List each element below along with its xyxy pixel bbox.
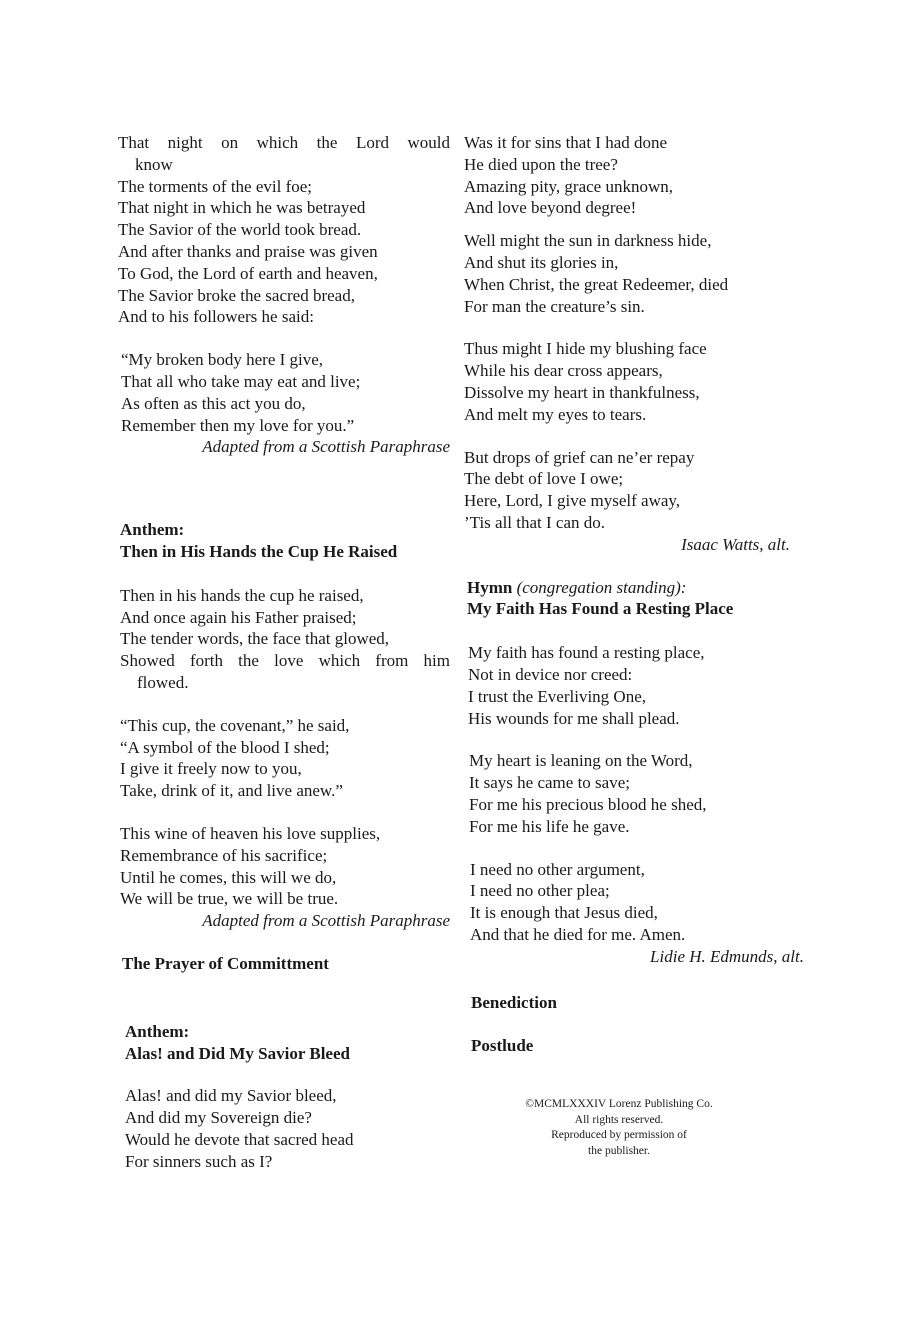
verse-line: Take, drink of it, and live anew.” — [120, 781, 343, 801]
copyright-line: the publisher. — [588, 1144, 650, 1157]
verse-line: We will be true, we will be true. — [120, 889, 339, 909]
right-column — [464, 132, 804, 1159]
anthem-2-heading — [118, 1021, 450, 1065]
watts-stanza-2 — [464, 230, 800, 317]
verse-line: And melt my eyes to tears. — [464, 404, 647, 424]
hymn-stanza-1 — [464, 642, 800, 729]
word: Showed — [120, 651, 175, 671]
verse-line: And did my Sovereign die? — [125, 1108, 312, 1128]
verse-line: Remembrance of his sacrifice; — [120, 845, 328, 865]
verse-line: The torments of the evil foe; — [118, 176, 313, 196]
verse-line: I need no other argument, — [470, 859, 645, 879]
attribution: Lidie H. Edmunds, alt. — [650, 946, 804, 966]
verse-line: The debt of love I owe; — [464, 469, 624, 489]
prayer-heading: The Prayer of Committment — [122, 953, 329, 973]
anthem-title: Alas! and Did My Savior Bleed — [125, 1043, 350, 1063]
verse-line: “A symbol of the blood I shed; — [120, 737, 330, 757]
verse-line: His wounds for me shall plead. — [468, 708, 680, 728]
justified-line — [120, 650, 450, 672]
hymn-label: Hymn — [467, 577, 513, 597]
verse-line: Until he comes, this will we do, — [120, 867, 337, 887]
verse-line: That all who take may eat and live; — [121, 371, 361, 391]
attribution: Isaac Watts, alt. — [681, 534, 790, 554]
benediction-heading: Benediction — [471, 992, 557, 1012]
copyright-line: All rights reserved. — [574, 1113, 664, 1126]
verse-line: My faith has found a resting place, — [468, 643, 705, 663]
attribution: Adapted from a Scottish Paraphrase — [202, 911, 450, 931]
word: forth — [189, 651, 223, 671]
verse-line: For sinners such as I? — [125, 1151, 273, 1171]
verse-line: For me his precious blood he shed, — [469, 794, 707, 814]
verse-line: While his dear cross appears, — [464, 361, 663, 381]
verse-line: And to his followers he said: — [118, 307, 314, 327]
verse-line: Thus might I hide my blushing face — [464, 339, 707, 359]
copyright-line: Reproduced by permission of — [551, 1129, 687, 1142]
anthem-1-heading — [118, 519, 450, 563]
hymn-stanza-3 — [464, 859, 804, 968]
word: Lord — [355, 133, 389, 152]
scottish-stanza-1 — [118, 132, 450, 328]
verse-line: This wine of heaven his love supplies, — [120, 823, 381, 843]
verse-line: know — [135, 154, 173, 174]
word: from — [375, 651, 409, 671]
verse-line: Was it for sins that I had done — [464, 133, 668, 152]
verse-line: The tender words, the face that glowed, — [120, 629, 390, 649]
verse-line: Here, Lord, I give myself away, — [464, 491, 681, 511]
word: the — [238, 651, 259, 671]
hymn-title: My Faith Has Found a Resting Place — [467, 599, 734, 619]
verse-line: For me his life he gave. — [469, 816, 630, 836]
word: him — [423, 651, 450, 671]
verse-line: Alas! and did my Savior bleed, — [125, 1086, 337, 1106]
verse-line: And once again his Father praised; — [120, 607, 357, 627]
anthem-title: Then in His Hands the Cup He Raised — [120, 541, 398, 561]
verse-line: For man the creature’s sin. — [464, 296, 645, 316]
verse-line: I need no other plea; — [470, 881, 610, 901]
verse-line: I give it freely now to you, — [120, 759, 302, 779]
word: which — [318, 651, 361, 671]
anthem-label: Anthem: — [120, 520, 185, 540]
verse-line: I trust the Everliving One, — [468, 686, 646, 706]
verse-line: ’Tis all that I can do. — [464, 512, 606, 532]
anthem-1-stanza-1 — [118, 585, 450, 694]
verse-line: The Savior of the world took bread. — [118, 220, 362, 240]
verse-line: Would he devote that sacred head — [125, 1129, 354, 1149]
verse-line: That night in which he was betrayed — [118, 198, 366, 218]
anthem-label: Anthem: — [125, 1021, 190, 1041]
word: love — [274, 651, 304, 671]
anthem-1-stanza-2 — [118, 715, 450, 802]
watts-stanza-1 — [464, 132, 800, 219]
verse-line: He died upon the tree? — [464, 154, 618, 174]
attribution: Adapted from a Scottish Paraphrase — [202, 437, 450, 457]
hymn-note: (congregation standing): — [516, 577, 687, 597]
verse-line: Amazing pity, grace unknown, — [464, 176, 673, 196]
verse-line: “This cup, the covenant,” he said, — [120, 715, 350, 735]
hymn-label-line — [467, 577, 800, 599]
word: the — [316, 133, 338, 152]
verse-line: But drops of grief can ne’er repay — [464, 447, 695, 467]
anthem-2-stanza-1 — [118, 1085, 450, 1172]
verse-line: Dissolve my heart in thankfulness, — [464, 382, 700, 402]
verse-line: It says he came to save; — [469, 773, 630, 793]
verse-line: When Christ, the great Redeemer, died — [464, 274, 729, 294]
verse-line: As often as this act you do, — [121, 393, 306, 413]
word: would — [407, 133, 450, 152]
word: on — [221, 133, 239, 152]
scottish-stanza-2 — [118, 349, 450, 458]
word: night — [167, 133, 203, 152]
verse-line: flowed. — [137, 672, 189, 692]
watts-stanza-4 — [464, 447, 800, 556]
verse-line: To God, the Lord of earth and heaven, — [118, 263, 378, 283]
postlude-heading: Postlude — [471, 1036, 534, 1056]
word: which — [256, 133, 299, 152]
copyright-notice — [464, 1097, 774, 1159]
verse-line: Remember then my love for you.” — [121, 415, 355, 435]
verse-line: It is enough that Jesus died, — [470, 903, 658, 923]
hymn-stanza-2 — [464, 750, 800, 837]
verse-line: Then in his hands the cup he raised, — [120, 585, 364, 605]
hymn-heading — [464, 577, 800, 621]
verse-line: My heart is leaning on the Word, — [469, 751, 693, 771]
justified-line — [118, 132, 450, 154]
verse-line: The Savior broke the sacred bread, — [118, 285, 355, 305]
watts-stanza-3 — [464, 338, 800, 425]
verse-line: And that he died for me. Amen. — [470, 924, 686, 944]
anthem-1-stanza-3 — [118, 823, 450, 932]
verse-line: And after thanks and praise was given — [118, 241, 378, 261]
left-column — [118, 132, 450, 1172]
verse-line: Well might the sun in darkness hide, — [464, 231, 712, 251]
verse-line: Not in device nor creed: — [468, 664, 633, 684]
verse-line: “My broken body here I give, — [121, 350, 324, 370]
word: That — [118, 133, 150, 152]
copyright-line: ©MCMLXXXIV Lorenz Publishing Co. — [525, 1098, 713, 1111]
verse-line: And love beyond degree! — [464, 198, 637, 218]
verse-line: And shut its glories in, — [464, 252, 619, 272]
